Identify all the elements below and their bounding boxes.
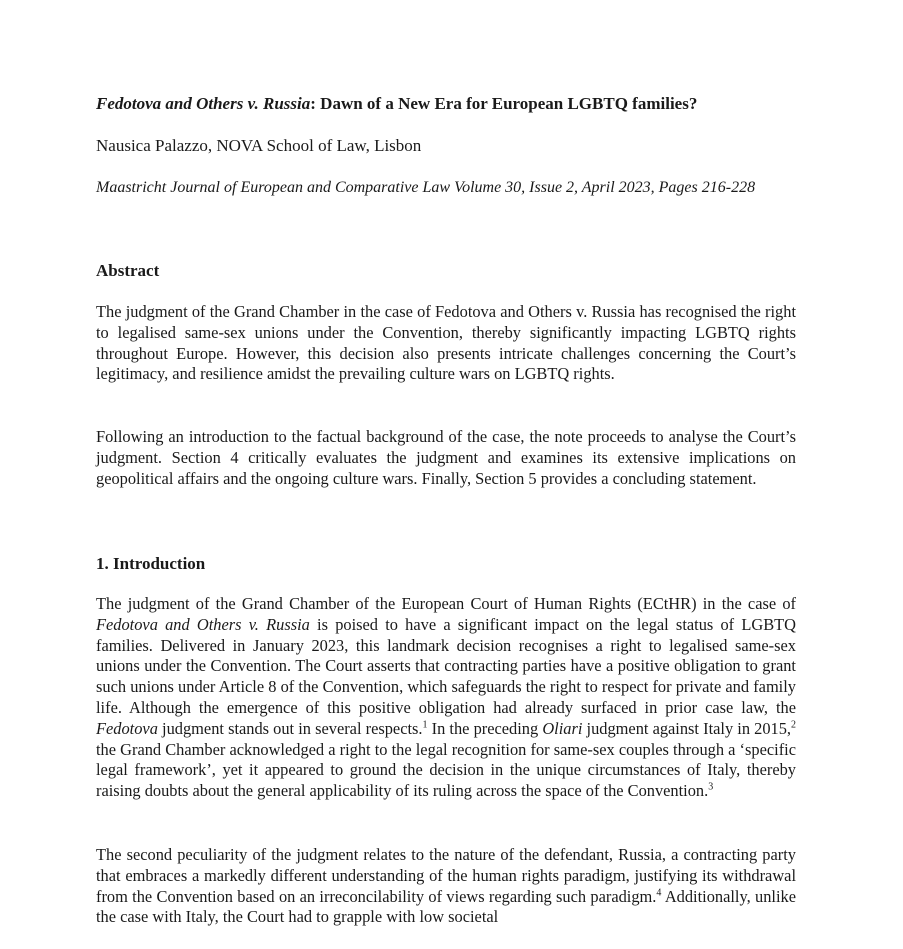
intro-case-name: Fedotova and Others v. Russia — [96, 614, 310, 634]
abstract-text-2: Following an introduction to the factual background of the case, the note proceeds to analyse the Court’s judgment. Section 4 critically evaluates the judgment and examines its extensive implications on geopolitical affairs and the ongoing culture wars. Finally, Section 5 provides a concluding statement. — [96, 427, 796, 488]
journal-citation: Maastricht Journal of European and Comparative Law Volume 30, Issue 2, April 2023, Pages 216-228 — [96, 179, 756, 196]
intro-p1-s2: is poised to have a significant impact on the legal status of LGBTQ families. Delivered in January 2023, this landmark decision recognises a right to legalised same-sex unions under the Convention. The Court asserts that contracting parties have a positive obligation to grant such unions under Article 8 of the Convention, which safeguards the right to respect for private and family life. Although the emergence of this positive obligation had already surfaced in prior case law, the — [96, 614, 796, 717]
intro-p1-s5: judgment against Italy in 2015, — [582, 718, 792, 738]
title-case-name: Fedotova and Others v. Russia — [96, 94, 311, 113]
abstract-paragraph-1 — [96, 302, 796, 385]
intro-fedotova: Fedotova — [96, 718, 158, 738]
paper-title — [96, 92, 816, 116]
introduction-text-2 — [96, 845, 796, 928]
abstract-text-1: The judgment of the Grand Chamber in the case of Fedotova and Others v. Russia has recognised the right to legalised same-sex unions under the Convention, thereby significantly impacting LGBTQ rights throughout Europe. However, this decision also presents intricate challenges concerning the Court’s legitimacy, and resilience amidst the prevailing culture wars on LGBTQ rights. — [96, 302, 796, 384]
intro-p1-s1: The judgment of the Grand Chamber of the European Court of Human Rights (ECtHR) in the case of — [96, 594, 796, 613]
introduction-paragraph-2 — [96, 845, 796, 928]
footnote-ref-4[interactable]: 4 — [656, 887, 662, 899]
intro-oliari: Oliari — [542, 718, 583, 738]
introduction-paragraph-1 — [96, 594, 796, 802]
title-rest: : Dawn of a New Era for European LGBTQ families? — [310, 94, 698, 113]
author-affiliation: Nausica Palazzo, NOVA School of Law, Lisbon — [96, 136, 422, 155]
introduction-text-1 — [96, 594, 796, 802]
introduction-heading: 1. Introduction — [96, 554, 206, 573]
footnote-ref-3[interactable]: 3 — [708, 781, 714, 793]
intro-p2-s2: Additionally, unlike the case with Italy, the Court had to grapple with low societal — [96, 886, 796, 927]
footnote-ref-2[interactable]: 2 — [791, 719, 797, 731]
abstract-heading: Abstract — [96, 261, 160, 280]
intro-p2-s1: The second peculiarity of the judgment relates to the nature of the defendant, Russia, a contracting party that embraces a markedly different understanding of the human rights paradigm, justifying its withdrawal from the Convention based on an irreconcilability of views regarding such paradigm. — [96, 845, 796, 906]
footnote-ref-1[interactable]: 1 — [422, 719, 428, 731]
intro-p1-s6: the Grand Chamber acknowledged a right to the legal recognition for same-sex couples through a ‘specific legal framework’, yet it appeared to ground the decision in the unique circumstances of Italy, thereby raising doubts about the general applicability of its ruling across the space of the Convention. — [96, 739, 796, 801]
intro-p1-s4: In the preceding — [427, 718, 543, 738]
intro-p1-s3: judgment stands out in several respects. — [157, 718, 423, 738]
abstract-paragraph-2 — [96, 427, 796, 489]
